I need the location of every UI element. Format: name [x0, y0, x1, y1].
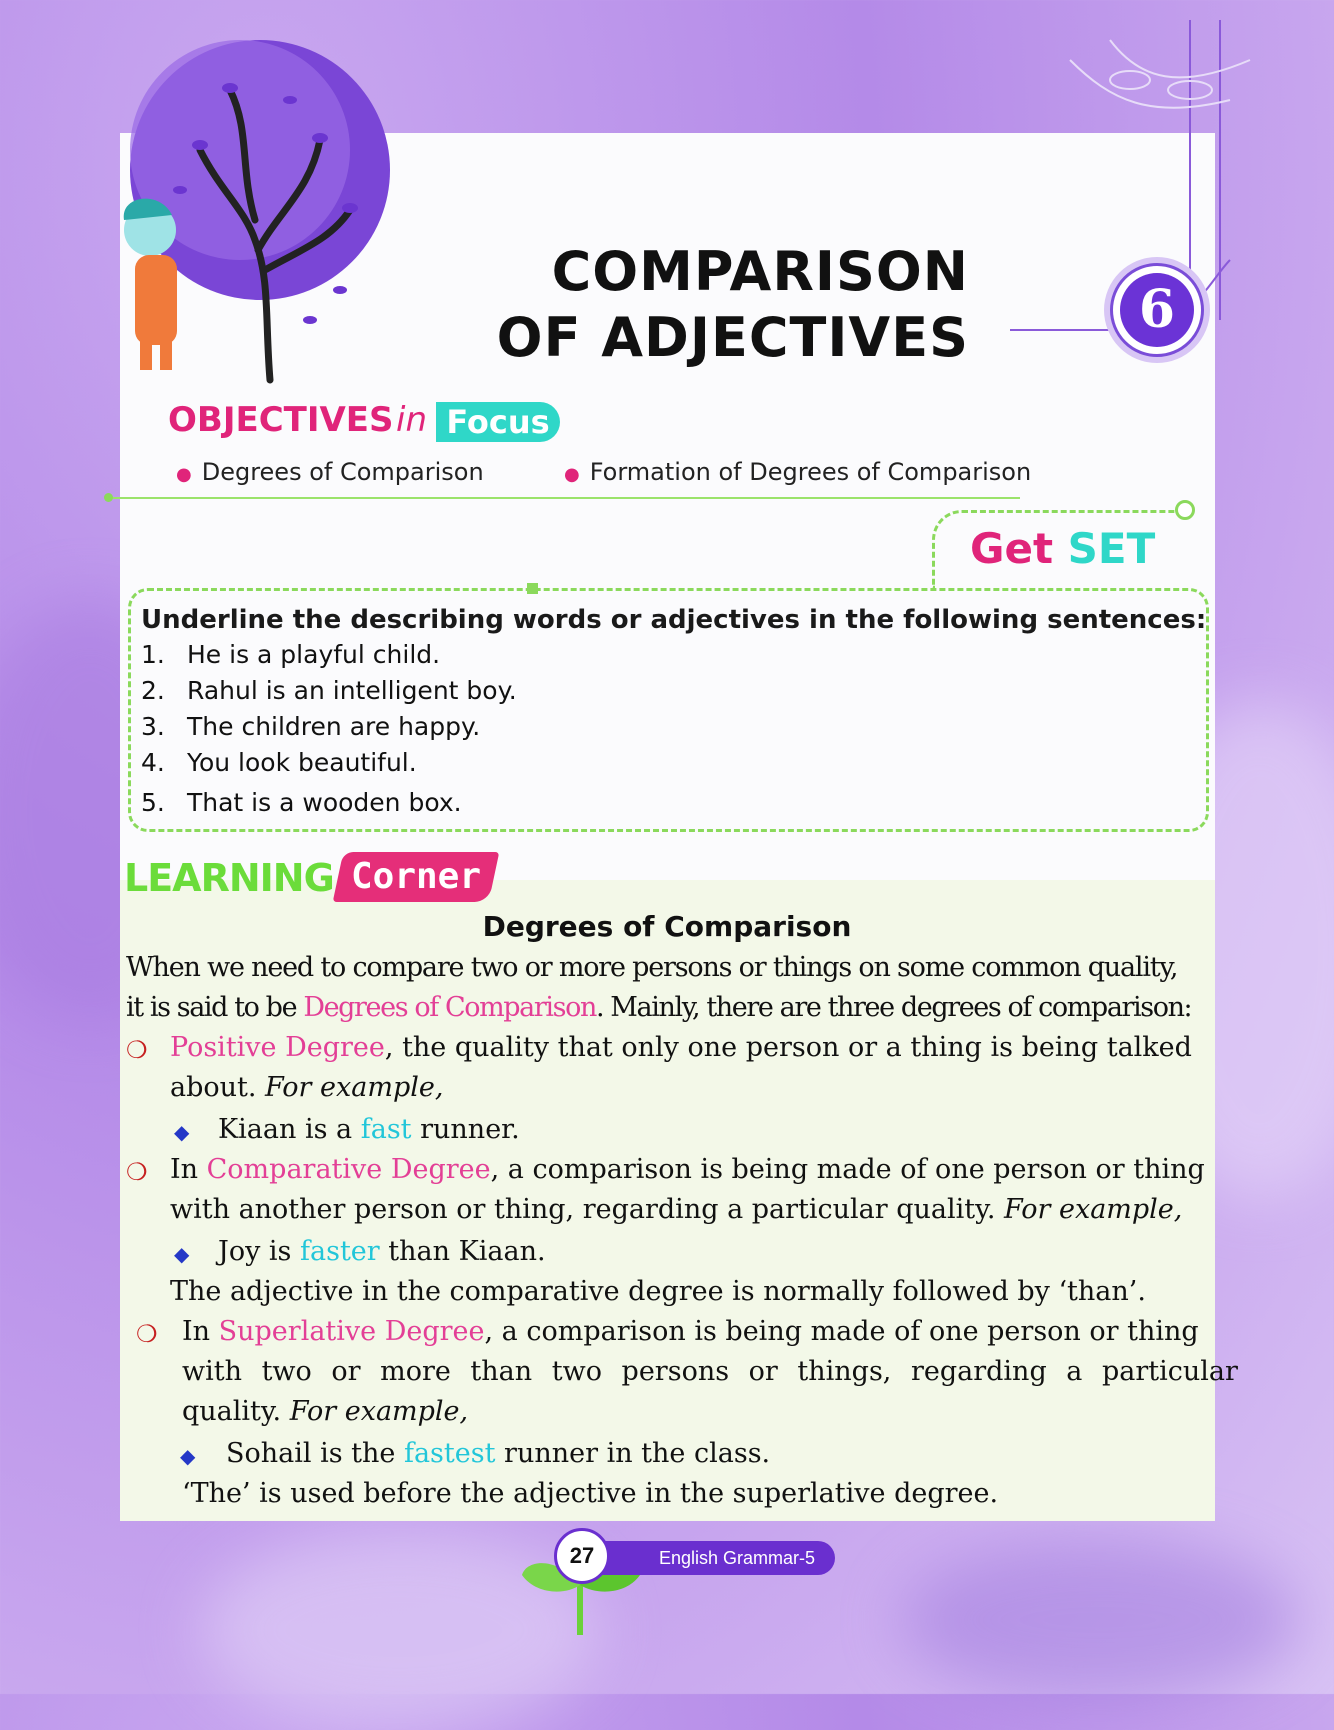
chapter-title-line1: COMPARISON	[551, 240, 969, 303]
page-number: 27	[554, 1528, 610, 1584]
task-item: 1. He is a playful child.	[141, 640, 441, 669]
task-item: 5. That is a wooden box.	[141, 788, 462, 817]
learning-corner-learning: LEARNING	[124, 856, 334, 900]
chapter-number: 6	[1120, 273, 1194, 347]
circle-bullet-icon: ❍	[126, 1036, 148, 1064]
objective-bullet-icon: ●	[176, 464, 192, 485]
diamond-bullet-icon: ◆	[174, 1122, 190, 1144]
comparative-example: Joy is faster than Kiaan.	[218, 1236, 546, 1267]
comparative-line-1: In Comparative Degree, a comparison is being made of one person or thing	[170, 1154, 1205, 1185]
task-instruction: Underline the describing words or adjectives in the following sentences:	[141, 605, 1207, 635]
ring-dot-icon	[1175, 500, 1195, 520]
superlative-note: ‘The’ is used before the adjective in the superlative degree.	[182, 1478, 999, 1509]
positive-line-1: Positive Degree, the quality that only one person or a thing is being talked	[170, 1032, 1192, 1063]
comparative-line-2: with another person or thing, regarding a particular quality. For example,	[170, 1194, 1183, 1225]
divider-dot	[104, 493, 113, 502]
circle-bullet-icon: ❍	[136, 1320, 158, 1348]
diamond-bullet-icon: ◆	[174, 1244, 190, 1266]
chapter-number-badge	[1110, 263, 1204, 357]
objective-item: ● Formation of Degrees of Comparison	[564, 458, 1032, 486]
intro-line-1: When we need to compare two or more persons or things on some common quality,	[126, 952, 1178, 983]
chapter-title-line2: OF ADJECTIVES	[496, 306, 969, 369]
task-item: 4. You look beautiful.	[141, 748, 417, 777]
positive-example: Kiaan is a fast runner.	[218, 1114, 520, 1145]
superlative-line-1: In Superlative Degree, a comparison is being made of one person or thing	[182, 1316, 1199, 1347]
objective-bullet-icon: ●	[564, 464, 580, 485]
get-set-heading: Get SET	[970, 524, 1156, 573]
comparative-note: The adjective in the comparative degree is normally followed by ‘than’.	[170, 1276, 1146, 1307]
superlative-example: Sohail is the fastest runner in the class.	[226, 1438, 771, 1469]
objective-item: ● Degrees of Comparison	[176, 458, 484, 486]
task-item: 2. Rahul is an intelligent boy.	[141, 676, 517, 705]
objectives-focus-pill: Focus	[436, 402, 560, 442]
task-item: 3. The children are happy.	[141, 712, 481, 741]
objectives-heading: OBJECTIVES	[168, 400, 394, 440]
section-heading: Degrees of Comparison	[482, 910, 852, 943]
tree-globe-illustration	[80, 20, 410, 390]
circle-bullet-icon: ❍	[126, 1158, 148, 1186]
superlative-line-2: with two or more than two persons or things, regarding a particular	[182, 1356, 1238, 1387]
diamond-bullet-icon: ◆	[180, 1446, 196, 1468]
book-title-pill: English Grammar-5	[597, 1541, 835, 1575]
divider	[108, 497, 1020, 499]
intro-line-2: it is said to be Degrees of Comparison. Mainly, there are three degrees of comparison:	[126, 992, 1192, 1023]
learning-corner-badge: Corner	[333, 852, 500, 902]
positive-line-2: about. For example,	[170, 1072, 444, 1103]
square-dot-icon	[527, 583, 538, 594]
objectives-in: in	[396, 400, 427, 440]
superlative-line-3: quality. For example,	[182, 1396, 469, 1427]
